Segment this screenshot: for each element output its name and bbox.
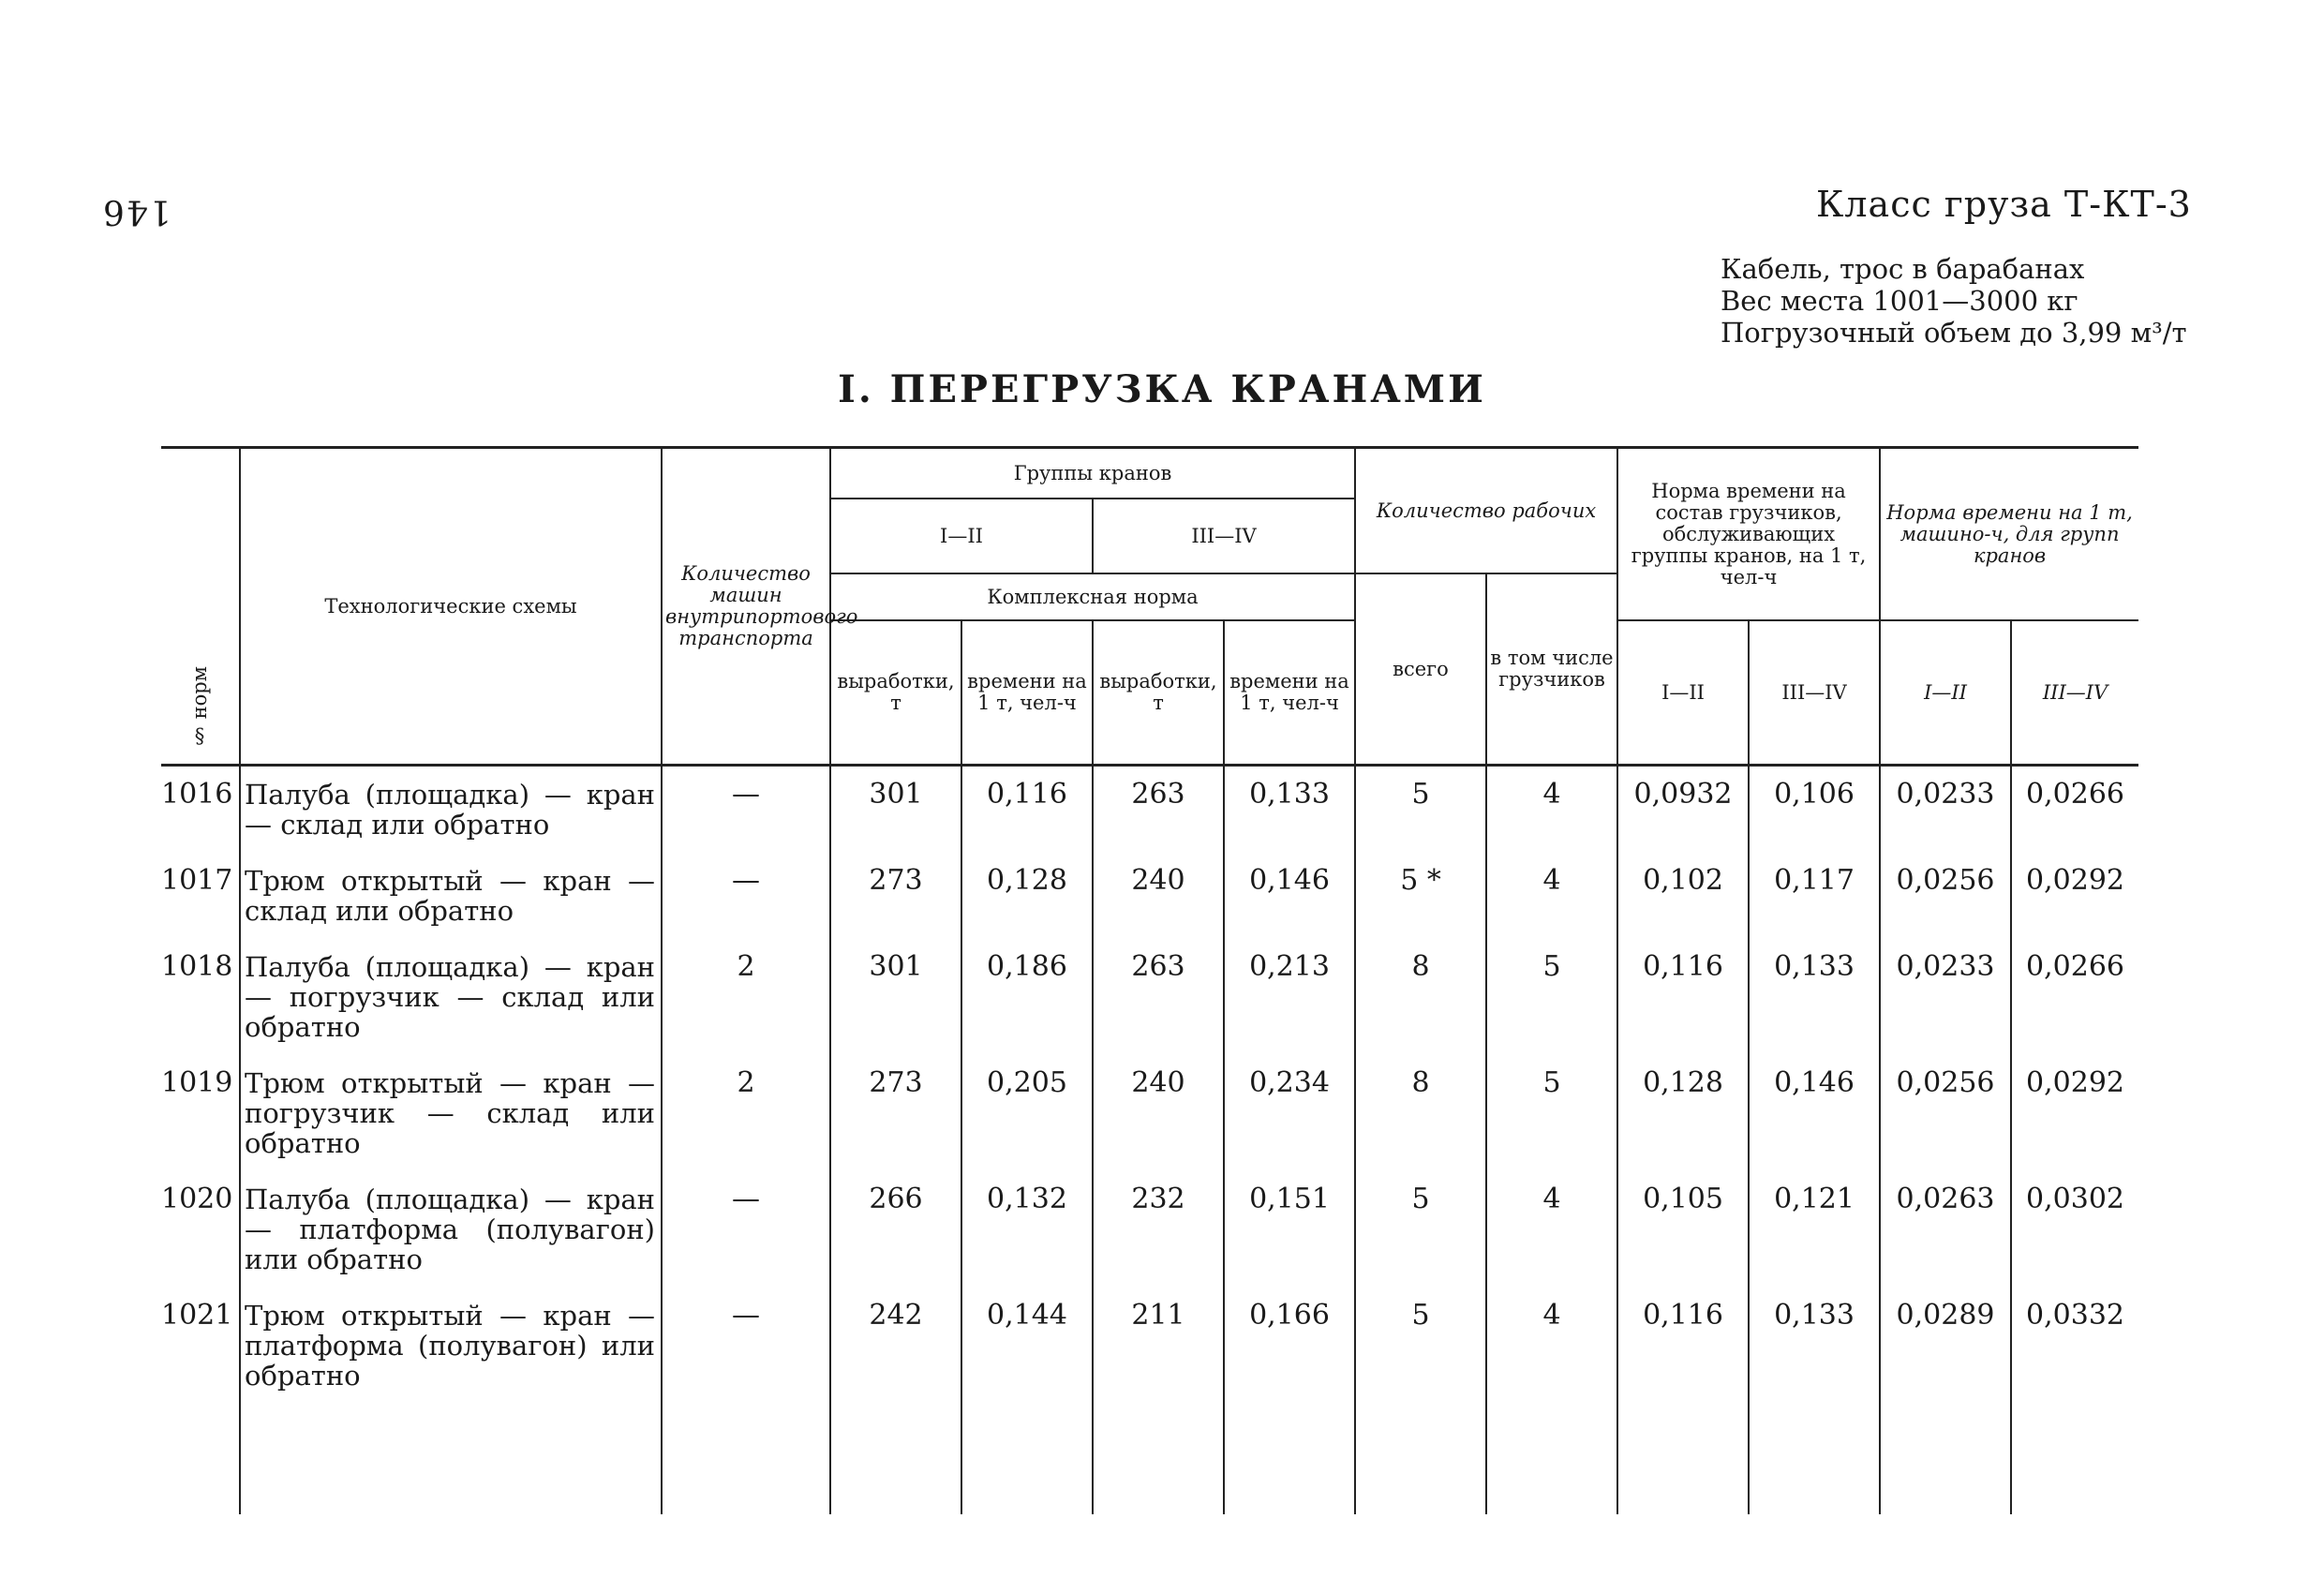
row-time-1: 0,116 — [961, 766, 1093, 854]
row-section-no: 1019 — [161, 1066, 233, 1099]
row-section-no: 1020 — [161, 1183, 233, 1215]
cargo-description — [1721, 253, 2187, 349]
table-row — [161, 1055, 2138, 1171]
header-workers-loaders: в том числе грузчиков — [1486, 573, 1617, 766]
row-output-1: 273 — [830, 853, 961, 939]
table-row — [161, 1171, 2138, 1288]
row-norm-loaders-1-2: 0,0932 — [1617, 766, 1749, 854]
row-workers-total: 8 — [1355, 1055, 1486, 1171]
row-norm-machine-3-4: 0,0332 — [2011, 1288, 2138, 1404]
header-section-no: § норм — [161, 448, 240, 766]
norms-table-container — [161, 446, 2138, 1514]
row-time-2: 0,234 — [1224, 1055, 1355, 1171]
row-norm-loaders-3-4: 0,146 — [1749, 1055, 1880, 1171]
row-section-no: 1016 — [161, 778, 233, 811]
row-workers-total: 5 — [1355, 1171, 1486, 1288]
row-section-no: 1018 — [161, 950, 233, 983]
row-time-2: 0,166 — [1224, 1288, 1355, 1404]
row-norm-loaders-1-2: 0,102 — [1617, 853, 1749, 939]
row-scheme: Трюм открытый — кран — погрузчик — склад или обратно — [240, 1055, 662, 1171]
row-time-2: 0,146 — [1224, 853, 1355, 939]
header-group-1-2: I—II — [830, 499, 1093, 573]
table-row — [161, 766, 2138, 854]
row-workers-loaders: 5 — [1486, 939, 1617, 1055]
row-scheme: Палуба (площадка) — кран — погрузчик — склад или обратно — [240, 939, 662, 1055]
page-number: 146 — [101, 192, 171, 231]
table-row — [161, 1288, 2138, 1404]
row-machines: — — [662, 1288, 830, 1404]
row-output-2: 240 — [1093, 1055, 1224, 1171]
row-norm-machine-1-2: 0,0233 — [1880, 766, 2011, 854]
row-norm-machine-3-4: 0,0302 — [2011, 1171, 2138, 1288]
row-output-2: 232 — [1093, 1171, 1224, 1288]
row-output-1: 266 — [830, 1171, 961, 1288]
row-machines: 2 — [662, 939, 830, 1055]
row-time-2: 0,133 — [1224, 766, 1355, 854]
row-norm-loaders-3-4: 0,121 — [1749, 1171, 1880, 1288]
row-workers-loaders: 4 — [1486, 1288, 1617, 1404]
row-time-1: 0,128 — [961, 853, 1093, 939]
header-time-1: времени на 1 т, чел-ч — [961, 620, 1093, 766]
row-output-1: 301 — [830, 939, 961, 1055]
row-output-1: 242 — [830, 1288, 961, 1404]
row-output-2: 263 — [1093, 766, 1224, 854]
row-workers-loaders: 4 — [1486, 766, 1617, 854]
row-scheme: Палуба (площадка) — кран — платформа (полувагон) или обратно — [240, 1171, 662, 1288]
header-machines: Количество машин внутрипортового транспорта — [662, 448, 830, 766]
row-norm-loaders-3-4: 0,133 — [1749, 1288, 1880, 1404]
row-machines: — — [662, 853, 830, 939]
row-section-no: 1021 — [161, 1299, 233, 1332]
row-norm-loaders-1-2: 0,116 — [1617, 1288, 1749, 1404]
row-workers-loaders: 4 — [1486, 853, 1617, 939]
row-time-1: 0,205 — [961, 1055, 1093, 1171]
row-section-no: 1017 — [161, 864, 233, 897]
row-scheme: Трюм открытый — кран — платформа (полувагон) или обратно — [240, 1288, 662, 1404]
row-machines: 2 — [662, 1055, 830, 1171]
row-workers-total: 5 * — [1355, 853, 1486, 939]
row-time-1: 0,186 — [961, 939, 1093, 1055]
cargo-type: Кабель, трос в барабанах — [1721, 253, 2085, 285]
table-body — [161, 766, 2138, 1515]
row-norm-machine-1-2: 0,0256 — [1880, 853, 2011, 939]
cargo-volume: Погрузочный объем до 3,99 м³/т — [1721, 317, 2187, 349]
row-norm-loaders-1-2: 0,105 — [1617, 1171, 1749, 1288]
row-workers-loaders: 5 — [1486, 1055, 1617, 1171]
row-norm-loaders-1-2: 0,128 — [1617, 1055, 1749, 1171]
table-row — [161, 939, 2138, 1055]
header-norm-loaders-1-2: I—II — [1617, 620, 1749, 766]
row-workers-total: 8 — [1355, 939, 1486, 1055]
row-time-2: 0,151 — [1224, 1171, 1355, 1288]
header-norm-machine-1-2: I—II — [1880, 620, 2011, 766]
header-output-2: выработки, т — [1093, 620, 1224, 766]
header-workers: Количество рабочих — [1355, 448, 1617, 574]
header-group-3-4: III—IV — [1093, 499, 1355, 573]
header-complex-norm: Комплексная норма — [830, 573, 1355, 620]
row-time-2: 0,213 — [1224, 939, 1355, 1055]
row-workers-total: 5 — [1355, 766, 1486, 854]
row-output-2: 211 — [1093, 1288, 1224, 1404]
table-filler-row — [161, 1404, 2138, 1514]
header-crane-groups: Группы кранов — [830, 448, 1355, 499]
row-machines: — — [662, 766, 830, 854]
header-output-1: выработки, т — [830, 620, 961, 766]
row-output-1: 273 — [830, 1055, 961, 1171]
row-scheme: Трюм открытый — кран — склад или обратно — [240, 853, 662, 939]
header-norm-machine-3-4: III—IV — [2011, 620, 2138, 766]
row-scheme: Палуба (площадка) — кран — склад или обратно — [240, 766, 662, 854]
row-norm-machine-1-2: 0,0263 — [1880, 1171, 2011, 1288]
cargo-class-title: Класс груза Т-КТ-3 — [1816, 184, 2192, 225]
row-workers-total: 5 — [1355, 1288, 1486, 1404]
row-norm-loaders-3-4: 0,133 — [1749, 939, 1880, 1055]
row-norm-machine-3-4: 0,0266 — [2011, 766, 2138, 854]
row-output-2: 263 — [1093, 939, 1224, 1055]
section-title: I. ПЕРЕГРУЗКА КРАНАМИ — [838, 367, 1486, 411]
cargo-weight: Вес места 1001—3000 кг — [1721, 285, 2078, 317]
header-time-2: времени на 1 т, чел-ч — [1224, 620, 1355, 766]
row-norm-machine-1-2: 0,0256 — [1880, 1055, 2011, 1171]
header-workers-total: всего — [1355, 573, 1486, 766]
table-header — [161, 448, 2138, 766]
header-schemes: Технологические схемы — [240, 448, 662, 766]
row-time-1: 0,132 — [961, 1171, 1093, 1288]
row-output-1: 301 — [830, 766, 961, 854]
table-row — [161, 853, 2138, 939]
row-norm-machine-1-2: 0,0233 — [1880, 939, 2011, 1055]
norms-table — [161, 446, 2138, 1514]
row-workers-loaders: 4 — [1486, 1171, 1617, 1288]
row-norm-machine-3-4: 0,0292 — [2011, 1055, 2138, 1171]
row-machines: — — [662, 1171, 830, 1288]
header-norm-loaders: Норма времени на состав грузчиков, обслуживающих группы кранов, на 1 т, чел-ч — [1617, 448, 1880, 621]
row-norm-machine-1-2: 0,0289 — [1880, 1288, 2011, 1404]
row-norm-loaders-3-4: 0,117 — [1749, 853, 1880, 939]
row-norm-loaders-3-4: 0,106 — [1749, 766, 1880, 854]
row-norm-loaders-1-2: 0,116 — [1617, 939, 1749, 1055]
row-output-2: 240 — [1093, 853, 1224, 939]
header-norm-machine: Норма времени на 1 т, машино-ч, для групп кранов — [1880, 448, 2138, 621]
header-norm-loaders-3-4: III—IV — [1749, 620, 1880, 766]
row-norm-machine-3-4: 0,0266 — [2011, 939, 2138, 1055]
row-norm-machine-3-4: 0,0292 — [2011, 853, 2138, 939]
row-time-1: 0,144 — [961, 1288, 1093, 1404]
